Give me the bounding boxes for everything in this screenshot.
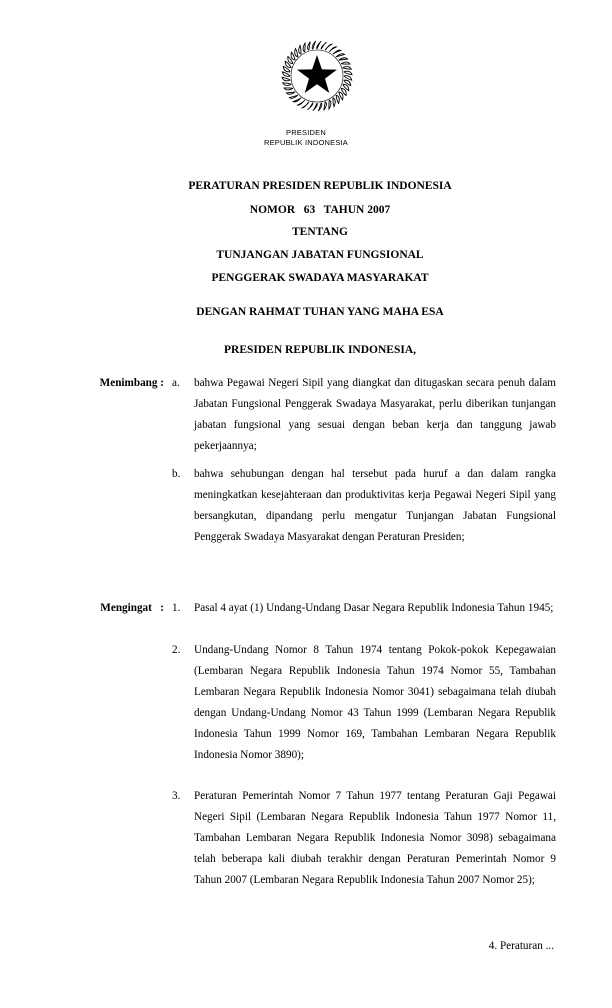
menimbang-item-a <box>172 373 556 457</box>
president-heading: PRESIDEN REPUBLIK INDONESIA, <box>223 344 417 356</box>
item-text: Peraturan Pemerintah Nomor 7 Tahun 1977 tentang Peraturan Gaji Pegawai Negeri Sipil (Lembaran Negara Republik Indonesia Tahun 1977 Nomor 11, Tambahan Lembaran Negara Republik Indonesia Nomor 3098) sebagaimana telah beberapa kali diubah terakhir dengan Peraturan Pemerintah Nomor 9 Tahun 2007 (Lembaran Negara Republik Indonesia Tahun 2007 Nomor 25); <box>194 790 556 886</box>
item-text: bahwa sehubungan dengan hal tersebut pada huruf a dan dalam rangka meningkatkan kesejahteraan dan produktivitas kerja Pegawai Negeri Sipil yang bersangkutan, dipandang perlu mengatur Tunjangan Jabatan Fungsional Penggerak Swadaya Masyarakat dengan Peraturan Presiden; <box>194 468 556 543</box>
regulation-subject-line1: TUNJANGAN JABATAN FUNGSIONAL <box>216 249 424 261</box>
item-marker: 3. <box>172 790 181 802</box>
regulation-tentang: TENTANG <box>291 226 349 238</box>
mengingat-item-2 <box>172 640 556 766</box>
menimbang-label: Menimbang : <box>99 377 164 389</box>
item-marker: 1. <box>172 602 181 614</box>
regulation-number: NOMOR 63 TAHUN 2007 <box>249 204 391 216</box>
invocation: DENGAN RAHMAT TUHAN YANG MAHA ESA <box>196 306 444 318</box>
item-marker: b. <box>172 468 181 480</box>
item-text: Pasal 4 ayat (1) Undang-Undang Dasar Negara Republik Indonesia Tahun 1945; <box>194 602 554 614</box>
mengingat-item-1 <box>172 598 556 619</box>
mengingat-label: Mengingat : <box>100 602 164 614</box>
regulation-subject-line2: PENGGERAK SWADAYA MASYARAKAT <box>211 272 429 284</box>
next-page-continuation: 4. Peraturan ... <box>488 940 554 952</box>
office-label-republik: REPUBLIK INDONESIA <box>263 138 349 147</box>
garuda-star-wreath-emblem-icon <box>279 38 355 114</box>
item-marker: a. <box>172 377 180 389</box>
item-text: Undang-Undang Nomor 8 Tahun 1974 tentang Pokok-pokok Kepegawaian (Lembaran Negara Republik Indonesia Tahun 1974 Nomor 55, Tambahan Lembaran Negara Republik Indonesia Nomor 3041) sebagaimana telah diubah dengan Undang-Undang Nomor 43 Tahun 1999 (Lembaran Negara Republik Indonesia Tahun 1999 Nomor 169, Tambahan Lembaran Negara Republik Indonesia Nomor 3890); <box>194 644 556 761</box>
item-marker: 2. <box>172 644 181 656</box>
item-text: bahwa Pegawai Negeri Sipil yang diangkat dan ditugaskan secara penuh dalam Jabatan Fungsional Penggerak Swadaya Masyarakat, perlu diberikan tunjangan jabatan fungsional yang sesuai dengan beban kerja dan tanggung jawab pekerjaannya; <box>194 377 556 452</box>
office-label-presiden: PRESIDEN <box>286 128 326 137</box>
regulation-title: PERATURAN PRESIDEN REPUBLIK INDONESIA <box>188 180 452 192</box>
menimbang-item-b <box>172 464 556 548</box>
mengingat-item-3 <box>172 786 556 891</box>
